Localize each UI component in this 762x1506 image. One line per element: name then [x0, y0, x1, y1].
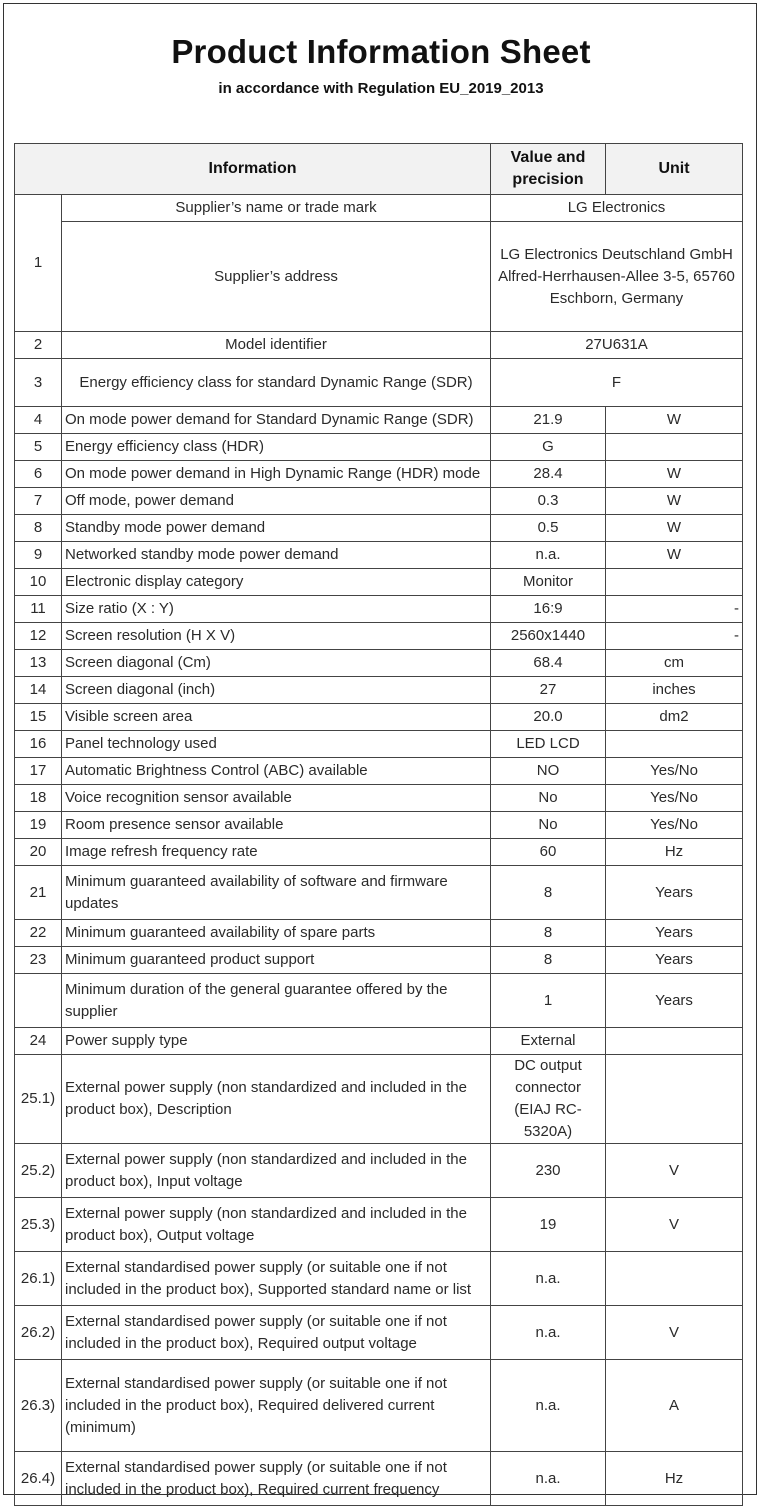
header-unit: Unit: [606, 144, 743, 195]
row-value: 8: [491, 920, 606, 947]
row-number: 8: [15, 515, 62, 542]
row-value: No: [491, 785, 606, 812]
table-row: [15, 1144, 743, 1198]
row-unit: W: [606, 461, 743, 488]
row-value: 16:9: [491, 596, 606, 623]
row-unit: V: [606, 1144, 743, 1198]
row-description: On mode power demand in High Dynamic Range (HDR) mode: [62, 461, 491, 488]
row-unit: Yes/No: [606, 812, 743, 839]
row-unit: Hz: [606, 839, 743, 866]
row-number: 5: [15, 434, 62, 461]
table-row: [15, 1028, 743, 1055]
row-description: External power supply (non standardized and included in the product box), Input voltage: [62, 1144, 491, 1198]
row-value: 60: [491, 839, 606, 866]
row-number: 6: [15, 461, 62, 488]
header-information: Information: [15, 144, 491, 195]
row-description: Screen resolution (H X V): [62, 623, 491, 650]
row-description: Visible screen area: [62, 704, 491, 731]
row-description: External power supply (non standardized and included in the product box), Description: [62, 1055, 491, 1144]
row-description: Voice recognition sensor available: [62, 785, 491, 812]
row-unit: W: [606, 515, 743, 542]
row-value: [491, 222, 743, 332]
row-number: 21: [15, 866, 62, 920]
row-value: Monitor: [491, 569, 606, 596]
table-row: [15, 569, 743, 596]
row-value: 0.3: [491, 488, 606, 515]
row-description: External standardised power supply (or suitable one if not included in the product box), Supported standard name or list: [62, 1252, 491, 1306]
row-unit: Years: [606, 974, 743, 1028]
row-description: Standby mode power demand: [62, 515, 491, 542]
row-description: Image refresh frequency rate: [62, 839, 491, 866]
row-unit: W: [606, 542, 743, 569]
row-number: 26.1): [15, 1252, 62, 1306]
table-row: [15, 1252, 743, 1306]
page-subtitle: in accordance with Regulation EU_2019_2013: [218, 80, 544, 97]
row-unit: [606, 434, 743, 461]
row-description: Minimum guaranteed availability of software and firmware updates: [62, 866, 491, 920]
row-number: 4: [15, 407, 62, 434]
table-row: [15, 195, 743, 222]
row-description: Minimum guaranteed availability of spare parts: [62, 920, 491, 947]
row-description: Minimum guaranteed product support: [62, 947, 491, 974]
address-line: Eschborn, Germany: [549, 289, 684, 307]
table-row: [15, 974, 743, 1028]
row-number: 3: [15, 359, 62, 407]
row-unit: Years: [606, 920, 743, 947]
row-unit: W: [606, 407, 743, 434]
row-description: External standardised power supply (or suitable one if not included in the product box), Required current frequency: [62, 1452, 491, 1506]
row-unit: -: [606, 623, 743, 650]
table-row: [15, 650, 743, 677]
row-description: Minimum duration of the general guarantee offered by the supplier: [62, 974, 491, 1028]
row-value: LG Electronics: [491, 195, 743, 222]
table-row: [15, 222, 743, 332]
row-value: 2560x1440: [491, 623, 606, 650]
row-value: NO: [491, 758, 606, 785]
row-number: 19: [15, 812, 62, 839]
row-value: F: [491, 359, 743, 407]
row-value: 21.9: [491, 407, 606, 434]
row-unit: Years: [606, 947, 743, 974]
row-description: Power supply type: [62, 1028, 491, 1055]
row-unit: W: [606, 488, 743, 515]
row-unit: V: [606, 1198, 743, 1252]
row-number: 23: [15, 947, 62, 974]
row-description: External standardised power supply (or suitable one if not included in the product box), Required output voltage: [62, 1306, 491, 1360]
table-row: [15, 434, 743, 461]
row-value: 27U631A: [491, 332, 743, 359]
table-row: [15, 920, 743, 947]
row-number: 1: [15, 195, 62, 332]
row-value: 28.4: [491, 461, 606, 488]
row-number: 20: [15, 839, 62, 866]
value-line: connector: [515, 1079, 581, 1096]
row-unit: dm2: [606, 704, 743, 731]
page-title: Product Information Sheet: [171, 33, 591, 70]
row-value: n.a.: [491, 1306, 606, 1360]
row-value: 19: [491, 1198, 606, 1252]
row-unit: [606, 1055, 743, 1144]
row-value: n.a.: [491, 542, 606, 569]
row-description: Screen diagonal (inch): [62, 677, 491, 704]
table-row: [15, 515, 743, 542]
row-number: 22: [15, 920, 62, 947]
header-value: Value and precision: [491, 144, 606, 195]
row-description: Screen diagonal (Cm): [62, 650, 491, 677]
row-unit: -: [606, 596, 743, 623]
row-description: Room presence sensor available: [62, 812, 491, 839]
row-value: n.a.: [491, 1360, 606, 1452]
row-number: 26.4): [15, 1452, 62, 1506]
table-row: [15, 839, 743, 866]
row-number: 12: [15, 623, 62, 650]
row-description: External power supply (non standardized and included in the product box), Output voltage: [62, 1198, 491, 1252]
row-value: 27: [491, 677, 606, 704]
row-description: Automatic Brightness Control (ABC) available: [62, 758, 491, 785]
table-row: [15, 1198, 743, 1252]
table-row: [15, 866, 743, 920]
row-description: External standardised power supply (or suitable one if not included in the product box), Required delivered current (minimum): [62, 1360, 491, 1452]
table-row: [15, 758, 743, 785]
table-row: [15, 488, 743, 515]
row-unit: [606, 1252, 743, 1306]
table-row: [15, 677, 743, 704]
table-row: [15, 1055, 743, 1144]
row-value: LED LCD: [491, 731, 606, 758]
row-value: 20.0: [491, 704, 606, 731]
row-description: Supplier’s name or trade mark: [62, 195, 491, 222]
row-unit: [606, 1028, 743, 1055]
table-row: [15, 461, 743, 488]
row-description: Supplier’s address: [62, 222, 491, 332]
row-unit: Years: [606, 866, 743, 920]
row-value: [491, 1055, 606, 1144]
row-value: G: [491, 434, 606, 461]
row-number: 10: [15, 569, 62, 596]
table-row: [15, 785, 743, 812]
table-row: [15, 1452, 743, 1506]
row-number: 14: [15, 677, 62, 704]
table-row: [15, 947, 743, 974]
address-line: Alfred-Herrhausen-Allee 3-5, 65760: [498, 267, 735, 285]
row-value: 8: [491, 947, 606, 974]
table-row: [15, 542, 743, 569]
table-row: [15, 1360, 743, 1452]
table-row: [15, 332, 743, 359]
row-number: [15, 974, 62, 1028]
row-value: 230: [491, 1144, 606, 1198]
row-value: n.a.: [491, 1252, 606, 1306]
row-number: 2: [15, 332, 62, 359]
row-number: 25.2): [15, 1144, 62, 1198]
row-description: Networked standby mode power demand: [62, 542, 491, 569]
row-value: 0.5: [491, 515, 606, 542]
row-value: External: [491, 1028, 606, 1055]
row-value: 68.4: [491, 650, 606, 677]
row-number: 25.1): [15, 1055, 62, 1144]
row-unit: cm: [606, 650, 743, 677]
row-unit: Yes/No: [606, 758, 743, 785]
table-row: [15, 1306, 743, 1360]
row-unit: [606, 569, 743, 596]
product-information-table: [14, 143, 743, 1506]
row-description: Size ratio (X : Y): [62, 596, 491, 623]
value-line: DC output: [514, 1057, 582, 1074]
value-line: (EIAJ RC-5320A): [514, 1101, 582, 1140]
row-number: 9: [15, 542, 62, 569]
row-number: 25.3): [15, 1198, 62, 1252]
address-line: LG Electronics Deutschland GmbH: [500, 245, 733, 263]
row-unit: Hz: [606, 1452, 743, 1506]
row-number: 17: [15, 758, 62, 785]
row-number: 26.2): [15, 1306, 62, 1360]
row-number: 7: [15, 488, 62, 515]
row-description: Energy efficiency class for standard Dynamic Range (SDR): [62, 359, 491, 407]
row-unit: A: [606, 1360, 743, 1452]
row-description: Electronic display category: [62, 569, 491, 596]
row-description: Energy efficiency class (HDR): [62, 434, 491, 461]
table-row: [15, 731, 743, 758]
row-number: 11: [15, 596, 62, 623]
table-row: [15, 704, 743, 731]
row-number: 16: [15, 731, 62, 758]
row-description: On mode power demand for Standard Dynamic Range (SDR): [62, 407, 491, 434]
row-description: Off mode, power demand: [62, 488, 491, 515]
row-description: Panel technology used: [62, 731, 491, 758]
row-unit: V: [606, 1306, 743, 1360]
table-row: [15, 407, 743, 434]
table-row: [15, 812, 743, 839]
row-number: 18: [15, 785, 62, 812]
table-row: [15, 359, 743, 407]
row-unit: inches: [606, 677, 743, 704]
row-value: 8: [491, 866, 606, 920]
row-description: Model identifier: [62, 332, 491, 359]
row-unit: [606, 731, 743, 758]
row-value: No: [491, 812, 606, 839]
table-row: [15, 596, 743, 623]
row-value: n.a.: [491, 1452, 606, 1506]
table-row: [15, 623, 743, 650]
row-number: 13: [15, 650, 62, 677]
row-number: 26.3): [15, 1360, 62, 1452]
table-header-row: [15, 144, 743, 195]
row-unit: Yes/No: [606, 785, 743, 812]
row-value: 1: [491, 974, 606, 1028]
row-number: 15: [15, 704, 62, 731]
row-number: 24: [15, 1028, 62, 1055]
